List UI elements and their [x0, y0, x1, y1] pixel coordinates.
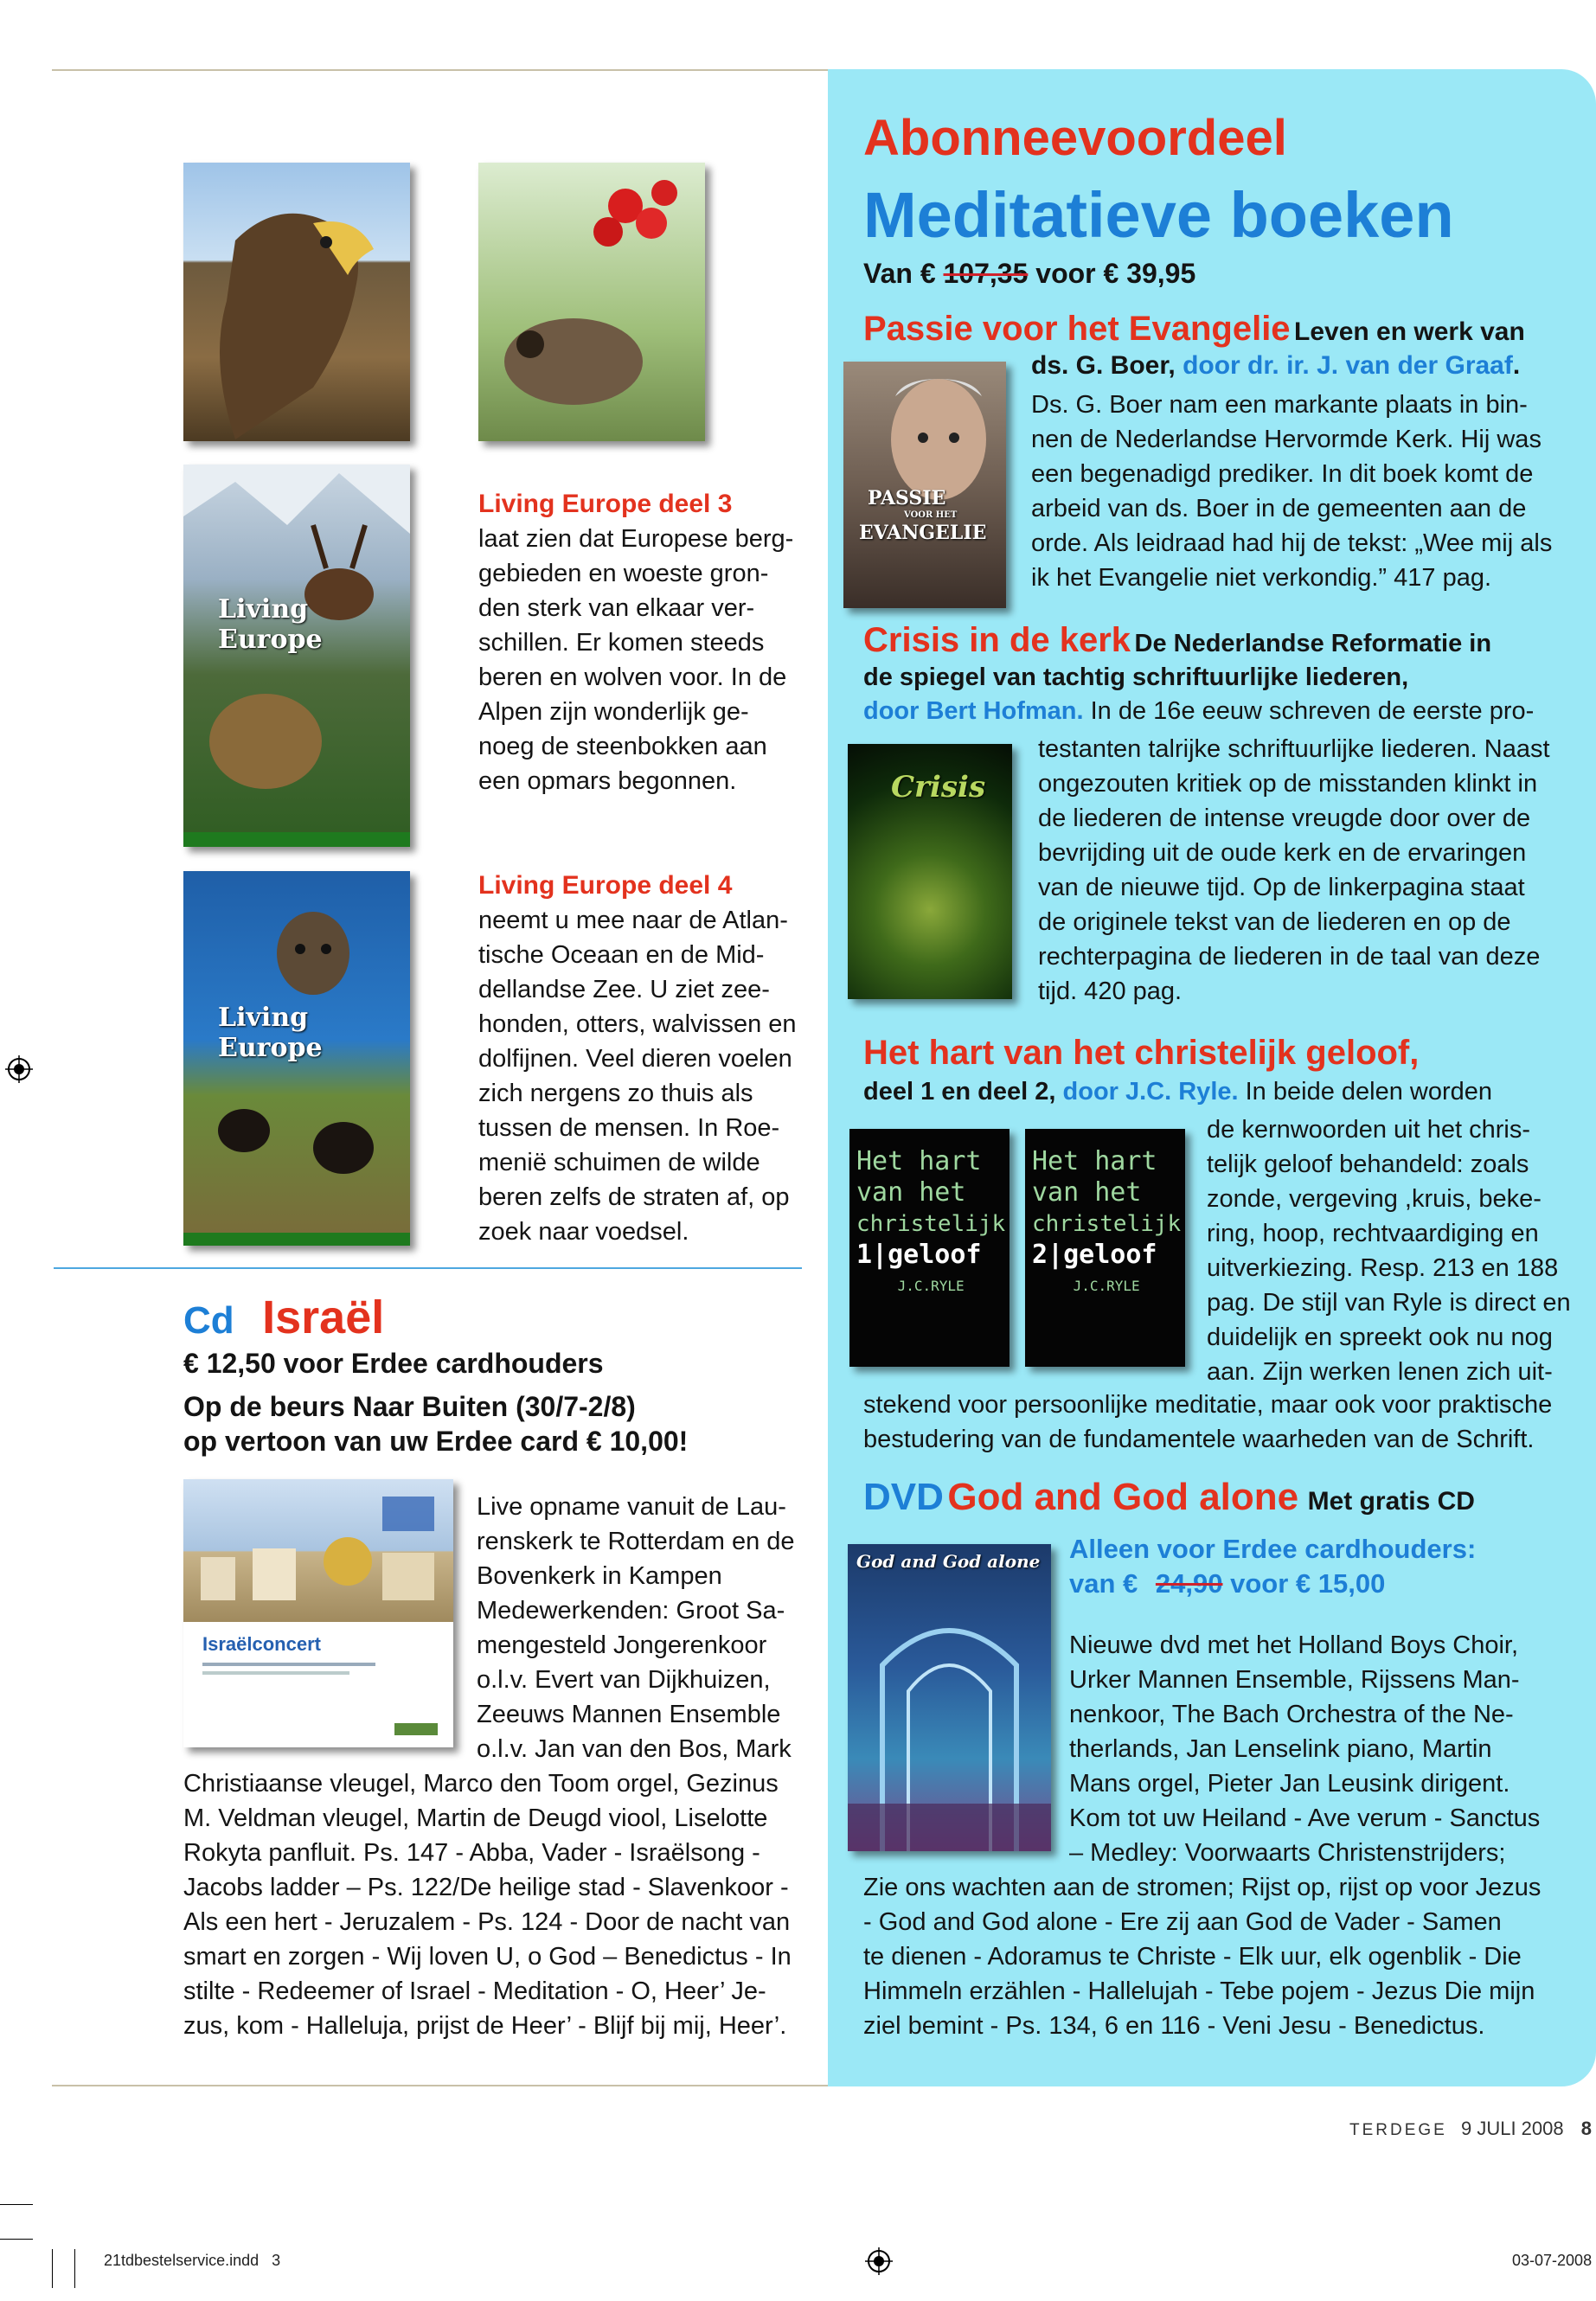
registration-mark-left-icon	[5, 1055, 33, 1083]
passie-cover-title-2: EVANGELIE	[859, 522, 987, 544]
dvd-cover	[848, 1544, 1051, 1851]
living-europe-3-line: Alpen zijn wonderlijk ge-	[478, 698, 749, 726]
passie-line: nen de Nederlandse Hervormde Kerk. Hij was	[1031, 426, 1542, 453]
indd-filename: 21tdbestelservice.indd 3	[104, 2252, 281, 2269]
living-europe-3-body	[478, 522, 824, 798]
cd-description-line: Zeeuws Mannen Ensemble	[477, 1701, 781, 1728]
crisis-line: rechterpagina de liederen in de taal van deze	[1038, 943, 1541, 971]
eagle-photo	[183, 163, 410, 441]
hart-title: Het hart van het christelijk geloof,	[863, 1034, 1420, 1072]
cd-description-line: mengesteld Jongerenkoor	[477, 1631, 767, 1659]
crisis-line: testanten talrijke schriftuurlijke liederen. Naast	[1038, 735, 1550, 763]
hart-line: bestudering van de fundamentele waarheden van de Schrift.	[863, 1426, 1535, 1453]
dvd-line: Urker Mannen Ensemble, Rijssens Man-	[1069, 1666, 1520, 1694]
passie-line: arbeid van ds. Boer in de gemeenten aan de	[1031, 495, 1527, 522]
living-europe-3-line: noeg de steenbokken aan	[478, 733, 767, 760]
crisis-cover	[848, 744, 1012, 999]
crop-mark	[74, 2249, 75, 2288]
dvd-line: nenkoor, The Bach Orchestra of the Ne-	[1069, 1701, 1514, 1728]
crisis-line: ongezouten kritiek op de misstanden klinkt in	[1038, 770, 1538, 798]
kicker-abonneevoordeel: Abonneevoordeel	[863, 110, 1287, 166]
crisis-line: de liederen de intense vreugde door over de	[1038, 804, 1531, 832]
cd-description-line: o.l.v. Evert van Dijkhuizen,	[477, 1666, 771, 1694]
hart-cover-2-line: van het	[1032, 1177, 1142, 1208]
cd-description-line: Jacobs ladder – Ps. 122/De heilige stad - Slavenkoor -	[183, 1874, 789, 1901]
passie-body	[1031, 388, 1585, 595]
cd-fair-line-2: op vertoon van uw Erdee card € 10,00!	[183, 1426, 689, 1457]
registration-mark-bottom-icon	[865, 2247, 893, 2275]
passie-line: orde. Als leidraad had hij de tekst: „Wee mij als	[1031, 529, 1553, 557]
hart-body	[1207, 1112, 1587, 1389]
passie-cover-title: PASSIE	[868, 487, 946, 510]
issue-date: 9 JULI 2008	[1460, 2118, 1564, 2139]
passie-heading	[863, 310, 1525, 349]
crisis-line: bevrijding uit de oude kerk en de ervaringen	[1038, 839, 1527, 867]
living-europe-3-line: gebieden en woeste gron-	[478, 560, 769, 587]
living-europe-4-title: Living Europe deel 4	[478, 871, 733, 900]
living-europe-4-line: dolfijnen. Veel dieren voelen	[478, 1045, 792, 1073]
passie-author-period: .	[1512, 351, 1521, 380]
dvd-cover-title: God and God alone	[856, 1551, 1041, 1572]
living-europe-4-body	[478, 903, 824, 1249]
passie-title: Passie voor het Evangelie	[863, 310, 1291, 348]
cd-price: € 12,50 voor Erdee cardhouders	[183, 1348, 604, 1379]
cd-title: Israël	[262, 1292, 385, 1343]
hart-line: pag. De stijl van Ryle is direct en	[1207, 1289, 1571, 1317]
hart-line: stekend voor persoonlijke meditatie, maar ook voor praktische	[863, 1391, 1553, 1419]
israelconcert-cover-title: Israëlconcert	[202, 1633, 321, 1655]
hart-line: uitverkiezing. Resp. 213 en 188	[1207, 1254, 1559, 1282]
hart-body-full	[863, 1388, 1590, 1457]
living-europe-4-cover	[183, 871, 410, 1246]
price-from-label: Van €	[863, 258, 936, 289]
living-europe-3-title: Living Europe deel 3	[478, 490, 733, 518]
living-europe-3-section	[478, 487, 824, 798]
passie-cover-subtitle: VOOR HET	[904, 510, 958, 520]
dvd-line: Mans orgel, Pieter Jan Leusink dirigent.	[1069, 1770, 1510, 1798]
living-europe-3-line: schillen. Er komen steeds	[478, 629, 765, 657]
page-number: 8	[1580, 2118, 1592, 2139]
cd-description-line: Bovenkerk in Kampen	[477, 1562, 722, 1590]
crop-mark	[0, 2239, 33, 2240]
hart-cover-1-author: J.C.RYLE	[897, 1278, 965, 1294]
magazine-name: TERDEGE	[1349, 2121, 1447, 2139]
hart-cover-2-author: J.C.RYLE	[1073, 1278, 1140, 1294]
hart-cover-1-line: christelijk	[856, 1211, 1006, 1237]
dvd-price	[1069, 1568, 1385, 1599]
israelconcert-cover	[183, 1479, 453, 1747]
headline-meditatieve-boeken: Meditatieve boeken	[863, 179, 1454, 251]
cd-description-line: smart en zorgen - Wij loven U, o God – Benedictus - In	[183, 1943, 792, 1971]
hart-cover-1-line: Het hart	[856, 1146, 982, 1176]
package-price	[863, 258, 1195, 290]
cd-description-line: Live opname vanuit de Lau-	[477, 1493, 786, 1521]
passie-line: ik het Evangelie niet verkondig.” 417 pag.	[1031, 564, 1492, 592]
hart-cover-1	[849, 1129, 1010, 1367]
living-europe-4-line: zoek naar voedsel.	[478, 1218, 689, 1246]
crisis-subtitle-2: de spiegel van tachtig schriftuurlijke liederen,	[863, 663, 1409, 691]
passie-subtitle: Leven en werk van	[1294, 317, 1525, 346]
bottom-rule	[52, 2085, 830, 2086]
dvd-price-from: van €	[1069, 1568, 1138, 1599]
living-europe-4-section	[478, 868, 824, 1249]
hart-cover-2-line: 2|geloof	[1032, 1240, 1157, 1270]
hart-line: duidelijk en spreekt ook nu nog	[1207, 1324, 1553, 1351]
cd-description-line: zus, kom - Halleluja, prijst de Heer’ - Blijf bij mij, Heer’.	[183, 2012, 787, 2040]
hart-line: de kernwoorden uit het chris-	[1207, 1116, 1530, 1144]
dvd-label: DVD	[863, 1476, 944, 1518]
crisis-subtitle-1: De Nederlandse Reformatie in	[1134, 630, 1492, 657]
folio	[1349, 2118, 1592, 2140]
dvd-line: - God and God alone - Ere zij aan God de Vader - Samen	[863, 1908, 1502, 1936]
dvd-line: te dienen - Adoramus te Christe - Elk uur, elk ogenblik - Die	[863, 1943, 1522, 1971]
passie-line: een begenadigd prediker. In dit boek komt de	[1031, 460, 1534, 488]
section-divider	[54, 1267, 802, 1269]
top-rule	[52, 69, 830, 71]
passie-cover	[843, 362, 1006, 608]
crisis-line: de originele tekst van de liederen en op de	[1038, 908, 1511, 936]
hart-cover-2	[1025, 1129, 1185, 1367]
passie-author-subject: ds. G. Boer,	[1031, 351, 1176, 380]
hart-author: door J.C. Ryle.	[1062, 1078, 1239, 1106]
dvd-heading	[863, 1476, 1475, 1519]
living-europe-3-cover-title: Living Europe	[218, 594, 323, 655]
hart-cover-2-line: christelijk	[1032, 1211, 1182, 1237]
hart-line: aan. Zijn werken lenen zich uit-	[1207, 1358, 1553, 1386]
living-europe-4-line: menië schuimen de wilde	[478, 1149, 760, 1176]
living-europe-4-line: honden, otters, walvissen en	[478, 1010, 797, 1038]
print-date: 03-07-2008	[1512, 2252, 1593, 2269]
hart-cover-1-line: 1|geloof	[856, 1240, 982, 1270]
cd-fair-line-1: Op de beurs Naar Buiten (30/7-2/8)	[183, 1391, 636, 1422]
cd-label: Cd	[183, 1299, 234, 1342]
dvd-title: God and God alone	[947, 1476, 1299, 1518]
living-europe-3-line: beren en wolven voor. In de	[478, 663, 787, 691]
dvd-body-full	[863, 1870, 1590, 2043]
crisis-body	[1038, 732, 1574, 1009]
cd-description-short	[477, 1490, 823, 1766]
crisis-cover-title: Crisis	[891, 770, 986, 804]
living-europe-3-cover	[183, 465, 410, 847]
dvd-line: Zie ons wachten aan de stromen; Rijst op, rijst op voor Jezus	[863, 1874, 1542, 1901]
living-europe-4-line: beren zelfs de straten af, op	[478, 1183, 790, 1211]
living-europe-4-line: tussen de mensen. In Roe-	[478, 1114, 780, 1142]
cd-description-line: stilte - Redeemer of Israel - Meditation - O, Heer’ Je-	[183, 1977, 766, 2005]
crisis-author: door Bert Hofman.	[863, 697, 1084, 725]
dvd-line: therlands, Jan Lenselink piano, Martin	[1069, 1735, 1492, 1763]
crop-mark	[52, 2249, 53, 2288]
living-europe-3-line: een opmars begonnen.	[478, 767, 737, 795]
dvd-price-new: voor € 15,00	[1230, 1568, 1386, 1599]
cd-description-line: Christiaanse vleugel, Marco den Toom orgel, Gezinus	[183, 1770, 779, 1798]
dvd-extra: Met gratis CD	[1307, 1487, 1475, 1516]
living-europe-4-cover-title: Living Europe	[218, 1003, 323, 1063]
crisis-first-line: In de 16e eeuw schreven de eerste pro-	[1090, 697, 1535, 725]
dvd-body	[1069, 1628, 1588, 1870]
dvd-line: – Medley: Voorwaarts Christenstrijders;	[1069, 1839, 1506, 1867]
hart-line: ring, hoop, rechtvaardiging en	[1207, 1220, 1539, 1247]
living-europe-4-line: zich nergens zo thuis als	[478, 1080, 753, 1107]
cd-description-line: o.l.v. Jan van den Bos, Mark	[477, 1735, 792, 1763]
crisis-heading	[863, 621, 1491, 660]
living-europe-3-line: den sterk van elkaar ver-	[478, 594, 755, 622]
cd-description-line: Rokyta panfluit. Ps. 147 - Abba, Vader - Israëlsong -	[183, 1839, 760, 1867]
passie-author	[1031, 351, 1520, 381]
cd-description-line: renskerk te Rotterdam en de	[477, 1528, 795, 1555]
living-europe-4-line: dellandse Zee. U ziet zee-	[478, 976, 770, 1003]
dvd-price-old: 24,90	[1155, 1568, 1223, 1599]
crop-mark	[0, 2204, 33, 2205]
living-europe-3-line: laat zien dat Europese berg-	[478, 525, 794, 553]
cd-israel-heading	[183, 1291, 384, 1344]
hart-cover-1-line: van het	[856, 1177, 966, 1208]
living-europe-4-line: neemt u mee naar de Atlan-	[478, 907, 788, 934]
dvd-line: Kom tot uw Heiland - Ave verum - Sanctus	[1069, 1804, 1541, 1832]
hart-first-line: In beide delen worden	[1245, 1078, 1493, 1106]
living-europe-4-line: tische Oceaan en de Mid-	[478, 941, 765, 969]
cd-description-line: Als een hert - Jeruzalem - Ps. 124 - Door de nacht van	[183, 1908, 791, 1936]
crisis-line: van de nieuwe tijd. Op de linkerpagina staat	[1038, 874, 1525, 901]
crisis-line: tijd. 420 pag.	[1038, 977, 1183, 1005]
price-old: 107,35	[943, 258, 1029, 289]
dvd-line: Nieuwe dvd met het Holland Boys Choir,	[1069, 1631, 1519, 1659]
cd-description-line: Medewerkenden: Groot Sa-	[477, 1597, 785, 1625]
dvd-only-for: Alleen voor Erdee cardhouders:	[1069, 1534, 1477, 1564]
cd-description-full	[183, 1766, 824, 2043]
price-new: voor € 39,95	[1035, 258, 1196, 289]
mouse-photo	[478, 163, 705, 441]
hart-line: zonde, vergeving ,kruis, beke-	[1207, 1185, 1542, 1213]
hart-volumes: deel 1 en deel 2,	[863, 1078, 1056, 1106]
hart-subtitle	[863, 1078, 1492, 1106]
passie-author-name: door dr. ir. J. van der Graaf	[1183, 351, 1513, 380]
dvd-line: ziel bemint - Ps. 134, 6 en 116 - Veni Jesu - Benedictus.	[863, 2012, 1485, 2040]
passie-line: Ds. G. Boer nam een markante plaats in bin-	[1031, 391, 1528, 419]
cd-description-line: M. Veldman vleugel, Martin de Deugd viool, Liselotte	[183, 1804, 768, 1832]
hart-cover-2-line: Het hart	[1032, 1146, 1157, 1176]
crisis-author-line	[863, 697, 1534, 726]
hart-line: telijk geloof behandeld: zoals	[1207, 1150, 1529, 1178]
crisis-title: Crisis in de kerk	[863, 621, 1131, 659]
dvd-line: Himmeln erzählen - Hallelujah - Tebe pojem - Jezus Die mijn	[863, 1977, 1535, 2005]
